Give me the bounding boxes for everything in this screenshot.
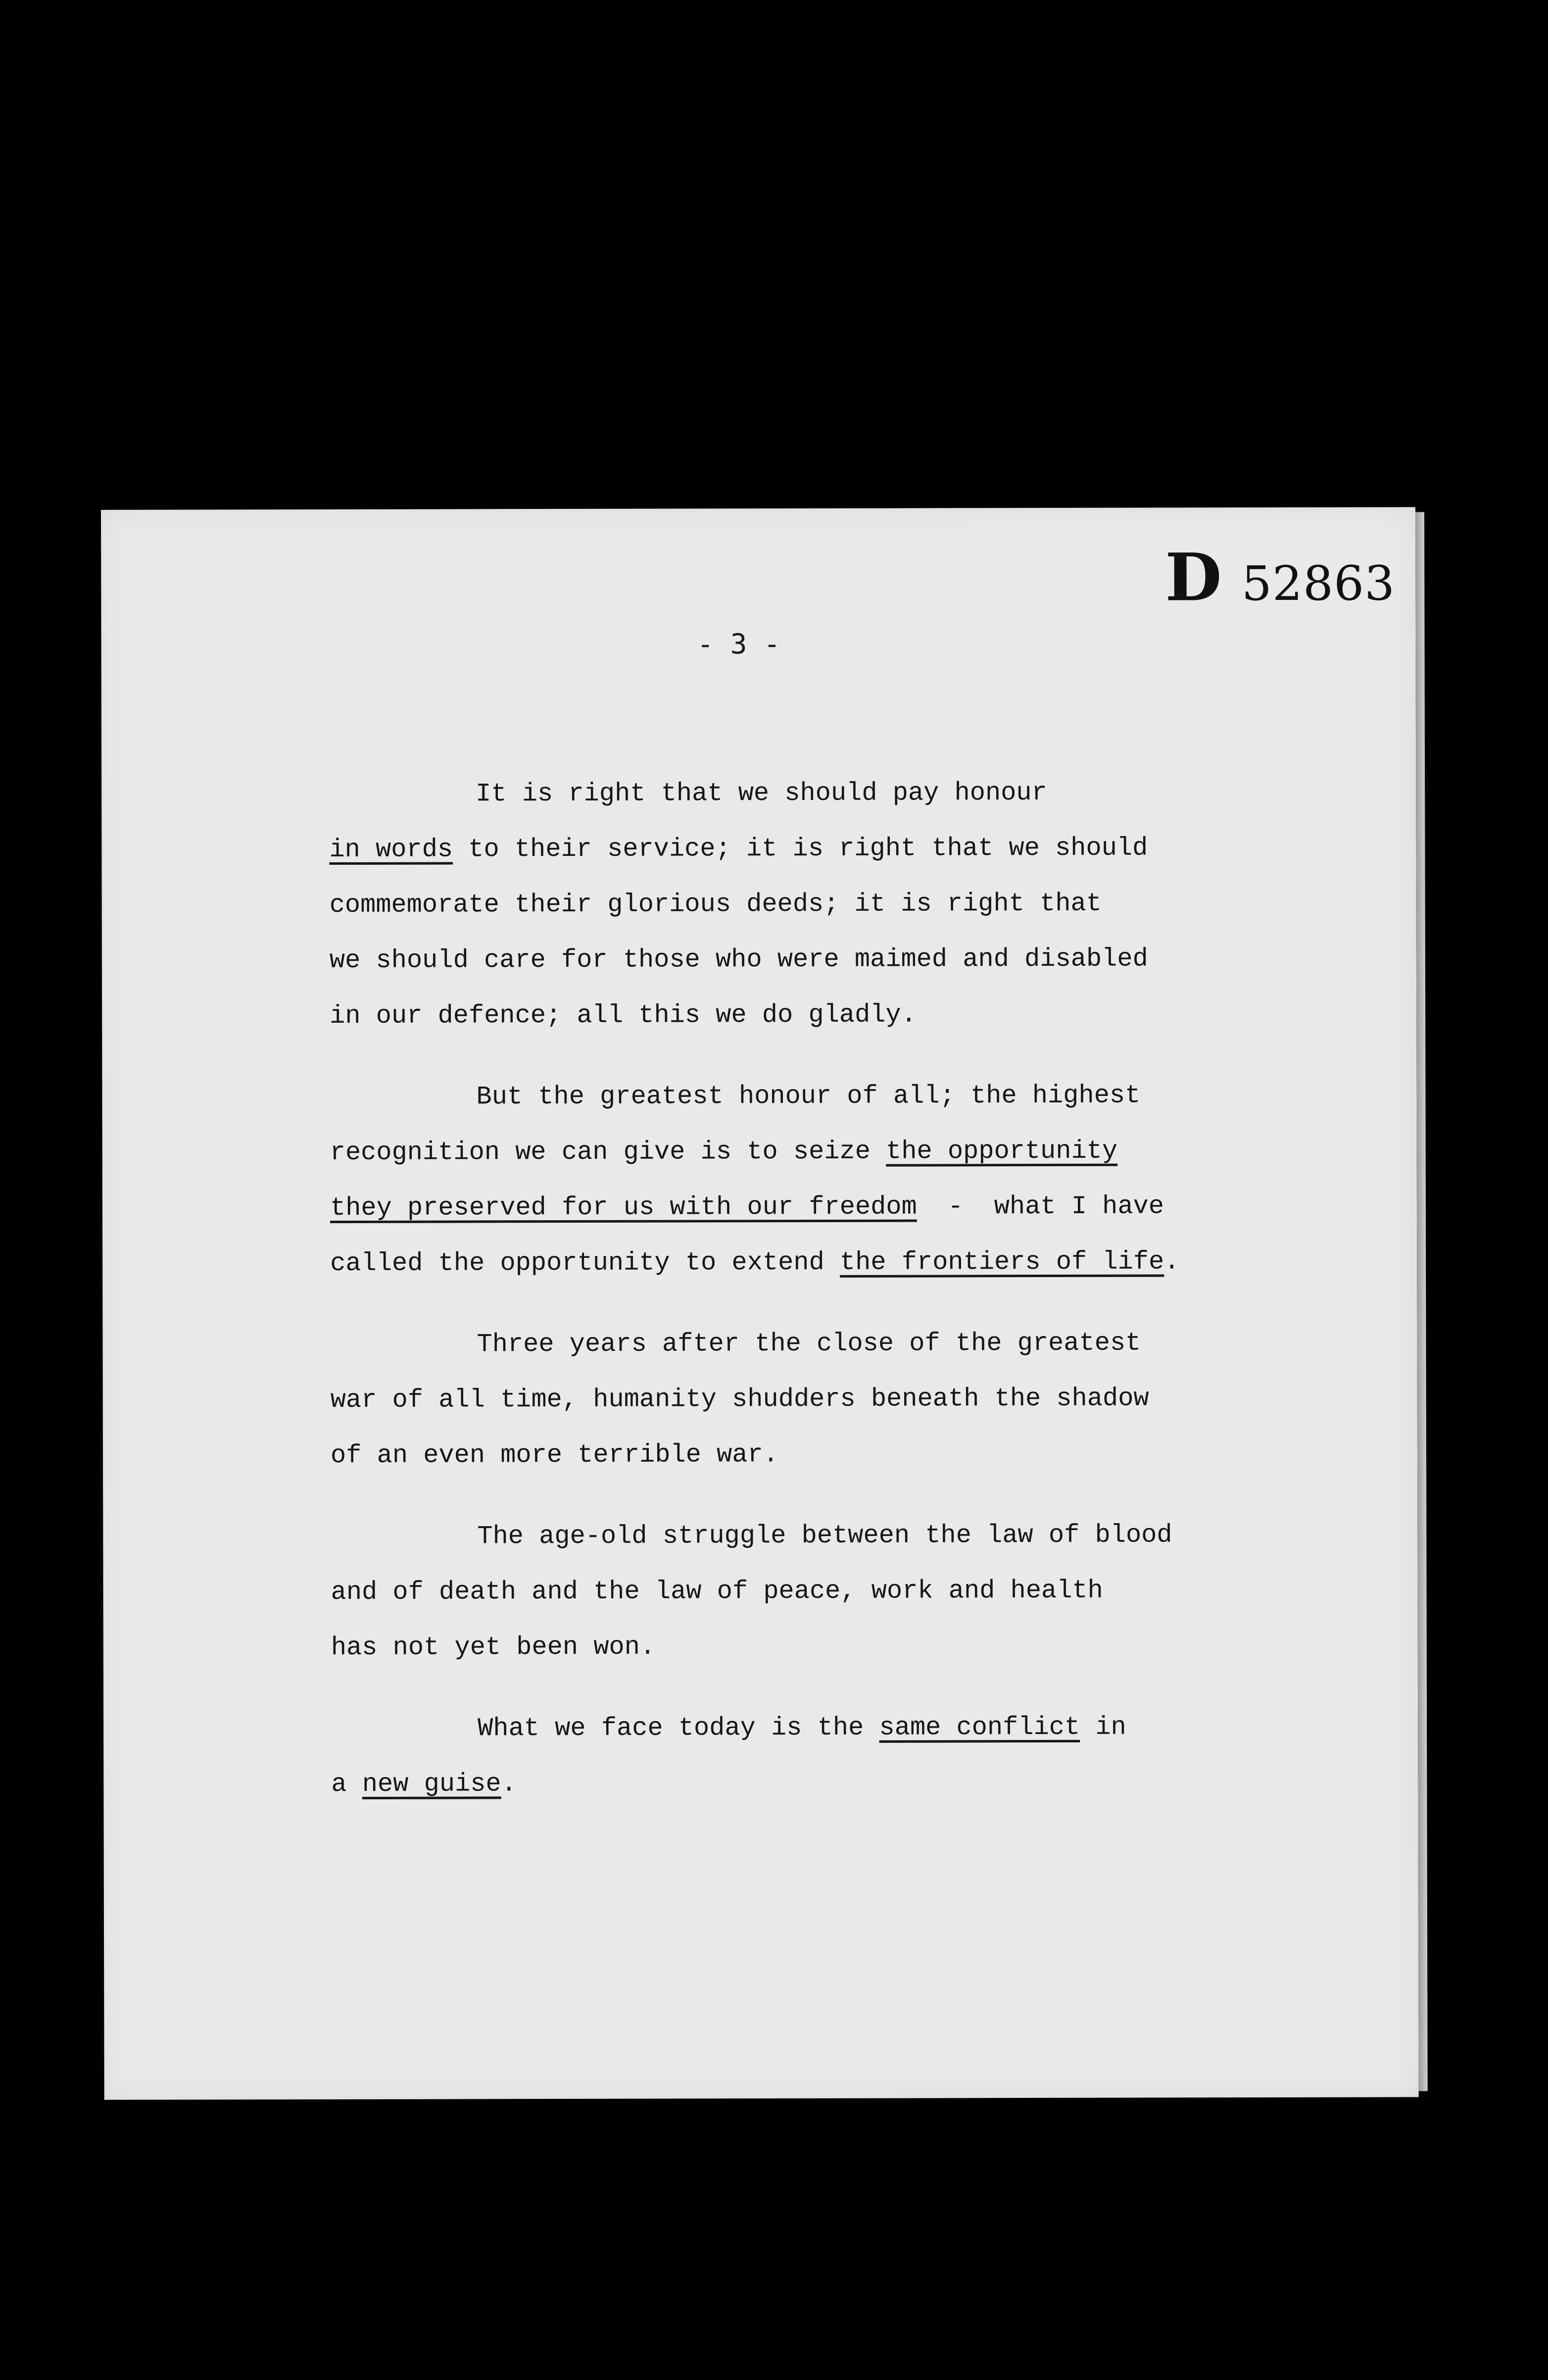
document-body: [329, 765, 1341, 1838]
text-run: in: [1080, 1712, 1126, 1742]
text-line: [330, 987, 1339, 1044]
text-line: [331, 1755, 1341, 1812]
document-reference: [1165, 539, 1395, 616]
text-line: [329, 765, 1339, 822]
text-run: in our defence; all this we do gladly.: [330, 1000, 917, 1031]
text-run: has not yet been won.: [331, 1632, 656, 1663]
paragraph: [329, 765, 1339, 1044]
text-line: [330, 1123, 1340, 1181]
text-run: a: [331, 1769, 362, 1799]
document-page: [101, 507, 1419, 2100]
text-line: [331, 1371, 1340, 1428]
text-run: .: [1164, 1247, 1180, 1277]
text-line: [330, 1315, 1340, 1373]
paragraph: [331, 1699, 1341, 1812]
text-line: [330, 1068, 1339, 1125]
text-line: [330, 1179, 1340, 1236]
text-run: - what I have: [917, 1191, 1164, 1222]
text-run: The age-old struggle between the law of blood: [477, 1520, 1172, 1551]
text-run: we should care for those who were maimed and disabled: [329, 944, 1148, 976]
text-line: [329, 820, 1339, 878]
underlined-phrase: the frontiers of life: [839, 1247, 1164, 1277]
page-edge: [1415, 512, 1428, 2091]
underlined-phrase: same conflict: [879, 1712, 1080, 1742]
text-run: and of death and the law of peace, work and health: [331, 1576, 1103, 1607]
paragraph: [330, 1315, 1340, 1484]
text-line: [331, 1618, 1341, 1676]
text-line: [331, 1426, 1340, 1484]
paragraph: [331, 1507, 1341, 1676]
document-reference-prefix: D: [1165, 539, 1223, 616]
document-reference-number: 52863: [1241, 555, 1396, 612]
paragraph: [330, 1068, 1340, 1291]
text-run: called the opportunity to extend: [330, 1247, 840, 1279]
text-run: recognition we can give is to seize: [330, 1137, 886, 1168]
underlined-phrase: the opportunity: [886, 1136, 1118, 1166]
text-run: of an even more terrible war.: [330, 1440, 779, 1471]
text-run: Three years after the close of the greatest: [477, 1328, 1141, 1359]
text-line: [331, 1563, 1340, 1620]
text-run: commemorate their glorious deeds; it is right that: [329, 889, 1102, 920]
text-run: But the greatest honour of all; the highest: [476, 1081, 1141, 1112]
text-line: [330, 876, 1339, 933]
text-run: to their service; it is right that we should: [453, 833, 1148, 864]
text-line: [331, 1507, 1340, 1565]
text-run: It is right that we should pay honour: [476, 778, 1047, 809]
page-number: - 3 -: [697, 628, 780, 661]
underlined-phrase: new guise: [362, 1769, 501, 1799]
text-line: [330, 1234, 1340, 1291]
text-run: .: [501, 1769, 517, 1799]
text-line: [330, 931, 1339, 989]
text-line: [331, 1699, 1341, 1757]
underlined-phrase: in words: [329, 835, 453, 865]
underlined-phrase: they preserved for us with our freedom: [330, 1192, 917, 1223]
text-run: war of all time, humanity shudders beneath the shadow: [330, 1384, 1149, 1415]
text-run: What we face today is the: [478, 1713, 879, 1743]
